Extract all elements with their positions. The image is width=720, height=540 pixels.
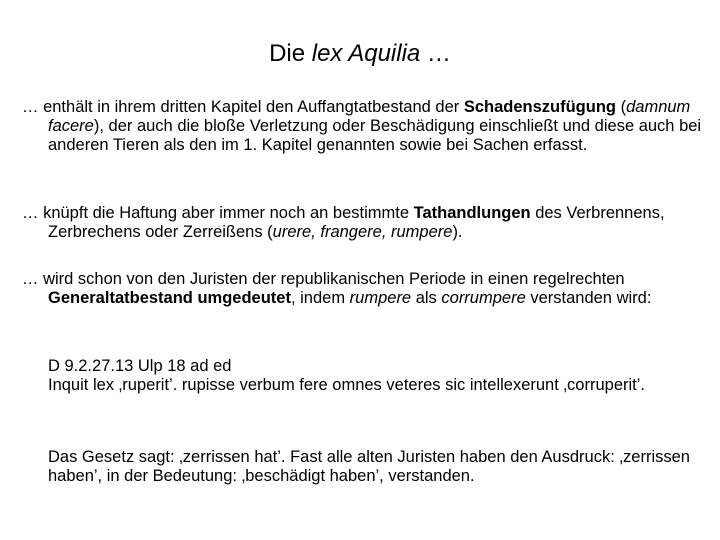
p1-text-1: … enthält in ihrem dritten Kapitel den Auffangtatbestand der bbox=[22, 98, 464, 116]
p3-latin-term-1: rumpere bbox=[349, 289, 412, 307]
title-prefix: Die bbox=[269, 40, 312, 67]
slide-title bbox=[0, 40, 720, 68]
p2-text-2: des Verbrennens, Zerbrechens oder Zerreißens ( bbox=[48, 204, 665, 241]
german-translation: Das Gesetz sagt: ‚zerrissen hat’. Fast alle alten Juristen haben den Ausdruck: ‚zerrissen haben’, in der Bedeutung: ‚beschädigt haben’, verstanden. bbox=[48, 448, 690, 485]
p3-text-1: … wird schon von den Juristen der republikanischen Periode in einen regelrechten bbox=[22, 270, 625, 288]
p2-text-3: ). bbox=[452, 223, 463, 241]
paragraph-chapter-three bbox=[22, 98, 718, 155]
digest-quote bbox=[48, 357, 708, 395]
paragraph-tathandlungen bbox=[22, 204, 718, 242]
paragraph-generaltatbestand bbox=[22, 270, 718, 308]
p1-latin-term: damnum facere bbox=[48, 98, 691, 135]
p2-bold-term: Tathandlungen bbox=[413, 204, 531, 222]
digest-citation: D 9.2.27.13 Ulp 18 ad ed bbox=[48, 357, 232, 375]
p3-text-2: , indem bbox=[290, 289, 350, 307]
p3-bold-term: Generaltatbestand umgedeutet bbox=[48, 289, 291, 307]
p1-bold-term: Schadenszufügung bbox=[463, 98, 616, 116]
p3-text-4: verstanden wird: bbox=[525, 289, 652, 307]
p2-text-1: … knüpft die Haftung aber immer noch an bestimmte bbox=[22, 204, 414, 222]
p3-text-3: als bbox=[411, 289, 442, 307]
p3-latin-term-2: corrumpere bbox=[441, 289, 526, 307]
p2-latin-terms: urere, frangere, rumpere bbox=[272, 223, 453, 241]
p1-text-3: ), der auch die bloße Verletzung oder Beschädigung einschließt und diese auch bei anderen Tieren als den im 1. Kapitel genannten sowie bei Sachen erfasst. bbox=[48, 117, 702, 154]
title-suffix: … bbox=[420, 40, 451, 67]
p1-text-2: ( bbox=[616, 98, 627, 116]
title-italic: lex Aquilia bbox=[311, 40, 421, 67]
digest-latin-text: Inquit lex ‚ruperit’. rupisse verbum fere omnes veteres sic intellexerunt ‚corruperit’. bbox=[48, 376, 645, 394]
